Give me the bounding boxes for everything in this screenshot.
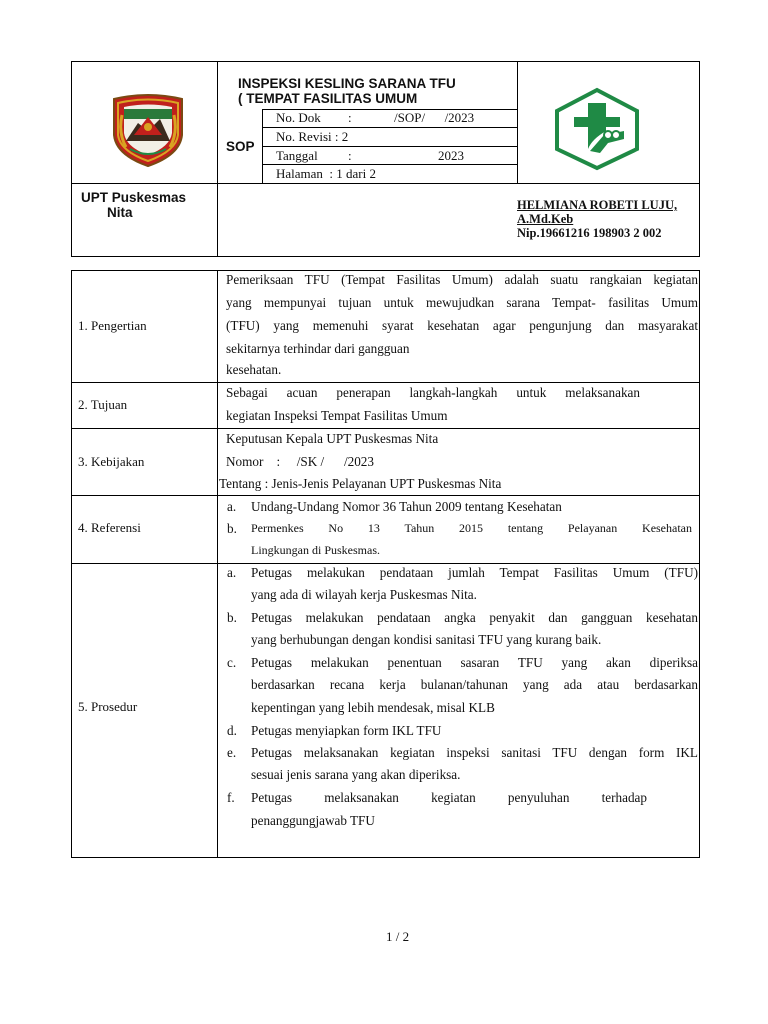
doc-field-line-3	[262, 146, 517, 147]
kebijakan-line-2: Nomor : /SK / /2023	[226, 454, 374, 469]
prosedur-marker-c: c.	[227, 655, 237, 670]
doc-field-line-2	[262, 127, 517, 128]
referensi-item-b-line-2: Lingkungan di Puskesmas.	[251, 543, 380, 557]
doc-number-label: No. Dok	[276, 110, 321, 125]
prosedur-item-f-line-1: Petugas melaksanakan kegiatan penyuluhan terhadap	[251, 790, 647, 805]
referensi-label: 4. Referensi	[78, 520, 141, 535]
pengertian-line-2: yang mempunyai tujuan untuk mewujudkan sarana Tempat- fasilitas Umum	[226, 295, 698, 310]
pengertian-line-5: kesehatan.	[226, 362, 282, 377]
pengertian-line-3: (TFU) yang memenuhi syarat kesehatan agar pengunjung dan masyarakat	[226, 318, 698, 333]
prosedur-item-c-line-2: berdasarkan recana kerja bulanan/tahunan yang ada atau berdasarkan	[251, 677, 698, 692]
row-divider-1	[71, 382, 700, 383]
signer-nip: Nip.19661216 198903 2 002	[517, 226, 662, 240]
prosedur-item-d-line-1: Petugas menyiapkan form IKL TFU	[251, 723, 442, 738]
puskesmas-logo	[552, 87, 642, 171]
date-sep: :	[348, 148, 352, 163]
prosedur-item-b-line-2: yang berhubungan dengan kondisi sanitasi TFU yang kurang baik.	[251, 632, 602, 647]
prosedur-item-f-line-2: penanggungjawab TFU	[251, 813, 375, 828]
pengertian-line-1: Pemeriksaan TFU (Tempat Fasilitas Umum) adalah suatu rangkaian kegiatan	[226, 272, 698, 287]
row-divider-3	[71, 495, 700, 496]
prosedur-item-e-line-2: sesuai jenis sarana yang akan diperiksa.	[251, 767, 461, 782]
kebijakan-label: 3. Kebijakan	[78, 454, 145, 469]
regional-emblem-logo	[108, 89, 188, 169]
kebijakan-line-1: Keputusan Kepala UPT Puskesmas Nita	[226, 431, 439, 446]
kebijakan-line-3: Tentang : Jenis-Jenis Pelayanan UPT Puskesmas Nita	[219, 476, 502, 491]
referensi-item-a-line-1: Undang-Undang Nomor 36 Tahun 2009 tentang Kesehatan	[251, 499, 562, 514]
date-label: Tanggal	[276, 148, 318, 163]
tujuan-line-1: Sebagai acuan penerapan langkah-langkah untuk melaksanakan	[226, 385, 640, 400]
prosedur-item-c-line-1: Petugas melakukan penentuan sasaran TFU yang akan diperiksa	[251, 655, 698, 670]
prosedur-item-a-line-2: yang ada di wilayah kerja Puskesmas Nita.	[251, 587, 477, 602]
prosedur-item-c-line-3: kepentingan yang lebih mendesak, misal KLB	[251, 700, 495, 715]
organization-name-line-2: Nita	[107, 205, 133, 220]
prosedur-item-e-line-1: Petugas melaksanakan kegiatan inspeksi sanitasi TFU dengan form IKL	[251, 745, 698, 760]
date-value: 2023	[438, 148, 464, 163]
prosedur-marker-b: b.	[227, 610, 237, 625]
document-title-line-2: ( TEMPAT FASILITAS UMUM	[238, 91, 418, 106]
referensi-marker-b: b.	[227, 521, 237, 536]
row-divider-4	[71, 563, 700, 564]
referensi-item-b-line-1: Permenkes No 13 Tahun 2015 tentang Pelayanan Kesehatan	[251, 521, 692, 535]
tujuan-label: 2. Tujuan	[78, 397, 128, 412]
signer-name-line-1: HELMIANA ROBETI LUJU,	[517, 198, 678, 212]
prosedur-label: 5. Prosedur	[78, 699, 138, 714]
content-column-divider	[217, 270, 218, 858]
prosedur-item-b-line-1: Petugas melakukan pendataan angka penyakit dan gangguan kesehatan	[251, 610, 698, 625]
shield-emblem-icon	[108, 89, 188, 169]
page-count-label: Halaman : 1 dari 2	[276, 166, 376, 181]
tujuan-line-2: kegiatan Inspeksi Tempat Fasilitas Umum	[226, 408, 448, 423]
doc-number-sep: :	[348, 110, 352, 125]
green-cross-hexagon-icon	[552, 87, 642, 171]
header-divider-right	[517, 61, 518, 183]
revision-label: No. Revisi : 2	[276, 129, 349, 144]
doc-field-line-4	[262, 164, 517, 165]
signer-name-line-2: A.Md.Keb	[517, 212, 574, 226]
header-divider-left	[217, 61, 218, 257]
page-number: 1 / 2	[386, 929, 410, 944]
referensi-marker-a: a.	[227, 499, 237, 514]
header-row-divider	[71, 183, 700, 184]
organization-name-line-1: UPT Puskesmas	[81, 190, 187, 205]
pengertian-label: 1. Pengertian	[78, 318, 147, 333]
doc-number-value: /SOP/ /2023	[394, 110, 475, 125]
sop-label: SOP	[226, 139, 255, 154]
pengertian-line-4: sekitarnya terhindar dari gangguan	[226, 341, 410, 356]
prosedur-marker-a: a.	[227, 565, 237, 580]
document-title-line-1: INSPEKSI KESLING SARANA TFU	[238, 76, 456, 91]
row-divider-2	[71, 428, 700, 429]
prosedur-marker-e: e.	[227, 745, 237, 760]
prosedur-item-a-line-1: Petugas melakukan pendataan jumlah Tempat Fasilitas Umum (TFU)	[251, 565, 698, 580]
prosedur-marker-f: f.	[227, 790, 235, 805]
prosedur-marker-d: d.	[227, 723, 237, 738]
